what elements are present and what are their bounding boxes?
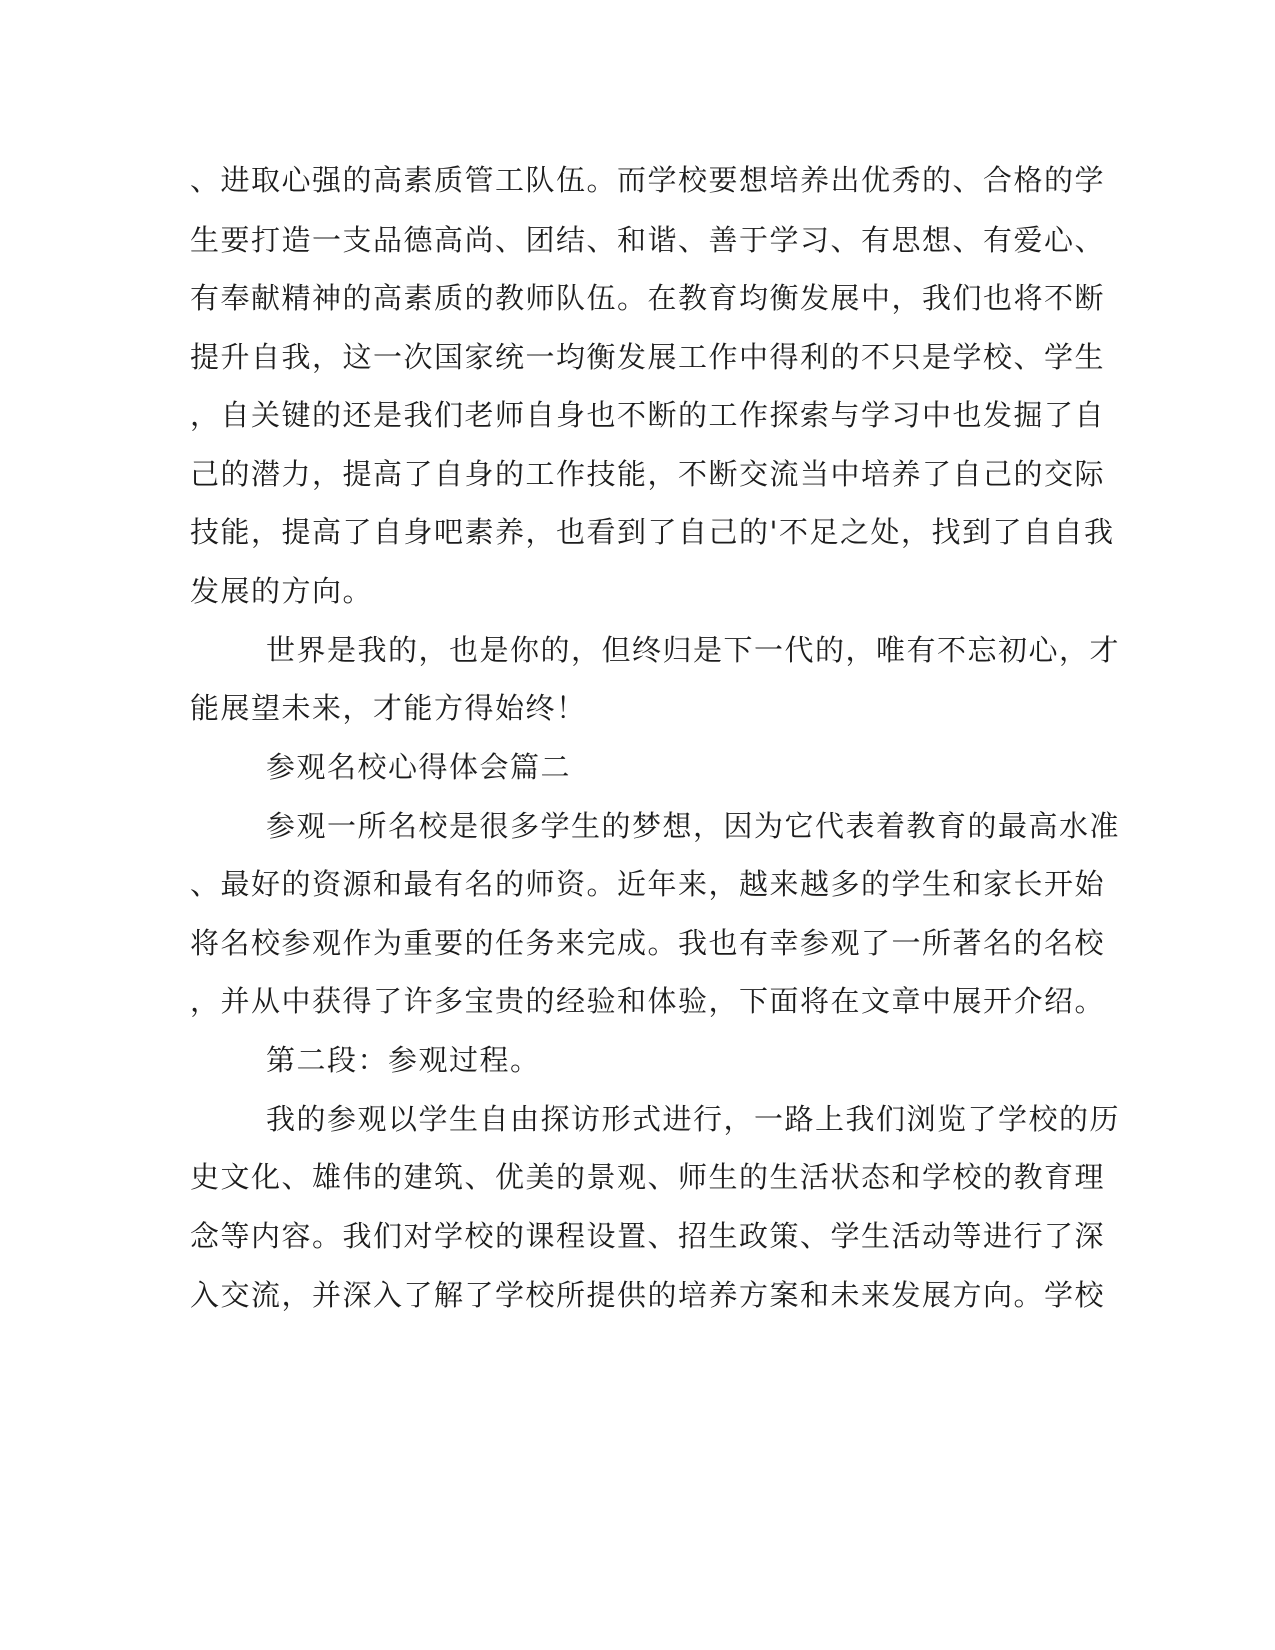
paragraph-line: 发展的方向。 [190, 574, 374, 608]
paragraph-line: ，并从中获得了许多宝贵的经验和体验，下面将在文章中展开介绍。 [190, 984, 1106, 1018]
paragraph-line: 生要打造一支品德高尚、团结、和谐、善于学习、有思想、有爱心、 [190, 223, 1106, 257]
paragraph-line: 、进取心强的高素质管工队伍。而学校要想培养出优秀的、合格的学 [190, 163, 1106, 197]
paragraph-line: 将名校参观作为重要的任务来完成。我也有幸参观了一所著名的名校 [190, 926, 1106, 960]
paragraph-line: 、最好的资源和最有名的师资。近年来，越来越多的学生和家长开始 [190, 867, 1106, 901]
paragraph-line: 世界是我的，也是你的，但终归是下一代的，唯有不忘初心，才 [266, 633, 1121, 667]
section-heading: 参观名校心得体会篇二 [266, 750, 572, 784]
paragraph-line: 参观一所名校是很多学生的梦想，因为它代表着教育的最高水准 [266, 809, 1121, 843]
paragraph-line: 能展望未来，才能方得始终！ [190, 691, 587, 725]
paragraph-line: 入交流，并深入了解了学校所提供的培养方案和未来发展方向。学校 [190, 1278, 1106, 1312]
subsection-heading: 第二段：参观过程。 [266, 1043, 541, 1077]
paragraph-line: 己的潜力，提高了自身的工作技能，不断交流当中培养了自己的交际 [190, 457, 1106, 491]
paragraph-line: ，自关键的还是我们老师自身也不断的工作探索与学习中也发掘了自 [190, 398, 1106, 432]
paragraph-line: 史文化、雄伟的建筑、优美的景观、师生的生活状态和学校的教育理 [190, 1160, 1106, 1194]
paragraph-line: 我的参观以学生自由探访形式进行，一路上我们浏览了学校的历 [266, 1102, 1121, 1136]
paragraph-line: 技能，提高了自身吧素养，也看到了自己的'不足之处，找到了自自我 [190, 515, 1115, 549]
paragraph-line: 提升自我，这一次国家统一均衡发展工作中得利的不只是学校、学生 [190, 340, 1106, 374]
paragraph-line: 有奉献精神的高素质的教师队伍。在教育均衡发展中，我们也将不断 [190, 281, 1106, 315]
paragraph-line: 念等内容。我们对学校的课程设置、招生政策、学生活动等进行了深 [190, 1219, 1106, 1253]
